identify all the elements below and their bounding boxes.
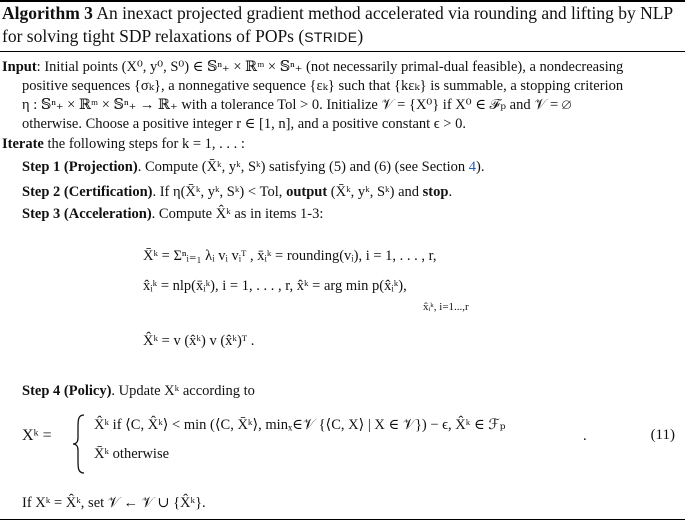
step2-label: Step 2 (Certification)	[22, 184, 153, 200]
eq3-row3: X̂ᵏ = v (x̂ᵏ) v (x̂ᵏ)ᵀ .	[143, 333, 255, 349]
step1-line	[22, 158, 484, 176]
step1-tail: ).	[476, 159, 485, 175]
equation-number: (11)	[650, 427, 675, 443]
eq11-lhs: Xᵏ =	[22, 427, 52, 444]
input-line-3: η : 𝕊ⁿ₊ × ℝᵐ × 𝕊ⁿ₊ → ℝ₊ with a tolerance Tol > 0. Initialize 𝒱 = {X⁰} if X⁰ ∈ ℱₚ and 𝒱 = ∅	[22, 97, 572, 113]
step2-stop: stop	[422, 184, 449, 200]
step1-text: . Compute (X̄ᵏ, yᵏ, Sᵏ) satisfying (5) and (6) (see Section	[137, 159, 469, 175]
input-line-1	[2, 58, 623, 76]
step3-label: Step 3 (Acceleration)	[22, 206, 152, 222]
algorithm-title-text: An inexact projected gradient method accelerated via rounding and lifting by NLP for solving tight SDP relaxations of POPs (	[2, 3, 673, 46]
eq3-argmin-subscript: x̂ᵢᵏ, i=1...,r	[423, 301, 469, 313]
algorithm-label: Algorithm 3	[2, 3, 93, 23]
bottom-rule	[0, 519, 685, 520]
step4-line	[22, 382, 255, 400]
input-line-2: positive sequences {σₖ}, a nonnegative sequence {εₖ} such that {kεₖ} is summable, a stopping criterion	[22, 78, 624, 94]
step2-line	[22, 183, 452, 201]
input-label: Input	[2, 59, 37, 75]
final-line: If Xᵏ = X̂ᵏ, set 𝒱 ← 𝒱 ∪ {X̂ᵏ}.	[22, 495, 206, 511]
iterate-line	[2, 135, 245, 153]
eq11-brace	[72, 414, 86, 474]
step2-mid: (X̄ᵏ, yᵏ, Sᵏ) and	[327, 184, 423, 200]
input-text-1: : Initial points (X⁰, y⁰, S⁰) ∈ 𝕊ⁿ₊ × ℝᵐ × 𝕊ⁿ₊ (not necessarily primal-dual feasible), a nondecreasing	[36, 59, 624, 75]
step3-line	[22, 205, 323, 223]
step2-text: . If η(X̄ᵏ, yᵏ, Sᵏ) < Tol,	[152, 184, 287, 200]
title-rule	[0, 51, 685, 52]
algorithm-title	[2, 2, 682, 49]
step4-text: . Update Xᵏ according to	[111, 383, 255, 399]
step2-tail: .	[448, 184, 453, 200]
title-close: )	[357, 26, 364, 46]
step4-label: Step 4 (Policy)	[22, 383, 112, 399]
eq11-case1: X̂ᵏ if ⟨C, X̂ᵏ⟩ < min (⟨C, X̄ᵏ⟩, minₓ∈𝒱 {⟨C, X⟩ | X ∈ 𝒱}) − ϵ, X̂ᵏ ∈ ℱₚ	[94, 417, 506, 433]
eq3-row2: x̂ᵢᵏ = nlp(x̄ᵢᵏ), i = 1, . . . , r, x̂ᵏ = arg min p(x̂ᵢᵏ),	[143, 278, 407, 294]
input-line-4: otherwise. Choose a positive integer r ∈ [1, n], and a positive constant ϵ > 0.	[22, 116, 466, 132]
eq11-dot: .	[583, 428, 587, 444]
section-ref-link[interactable]: 4	[468, 159, 477, 175]
step3-text: . Compute X̂ᵏ as in items 1-3:	[151, 206, 324, 222]
step2-output: output	[286, 184, 328, 200]
iterate-text: the following steps for k = 1, . . . :	[43, 136, 245, 152]
iterate-label: Iterate	[2, 136, 44, 152]
step1-label: Step 1 (Projection)	[22, 159, 138, 175]
eq11-case2: X̄ᵏ otherwise	[94, 446, 170, 462]
eq3-row1: X̄ᵏ = Σⁿᵢ₌₁ λᵢ vᵢ vᵢᵀ , x̄ᵢᵏ = rounding(vᵢ), i = 1, . . . , r,	[143, 248, 437, 264]
algorithm-name: STRIDE	[304, 29, 358, 45]
